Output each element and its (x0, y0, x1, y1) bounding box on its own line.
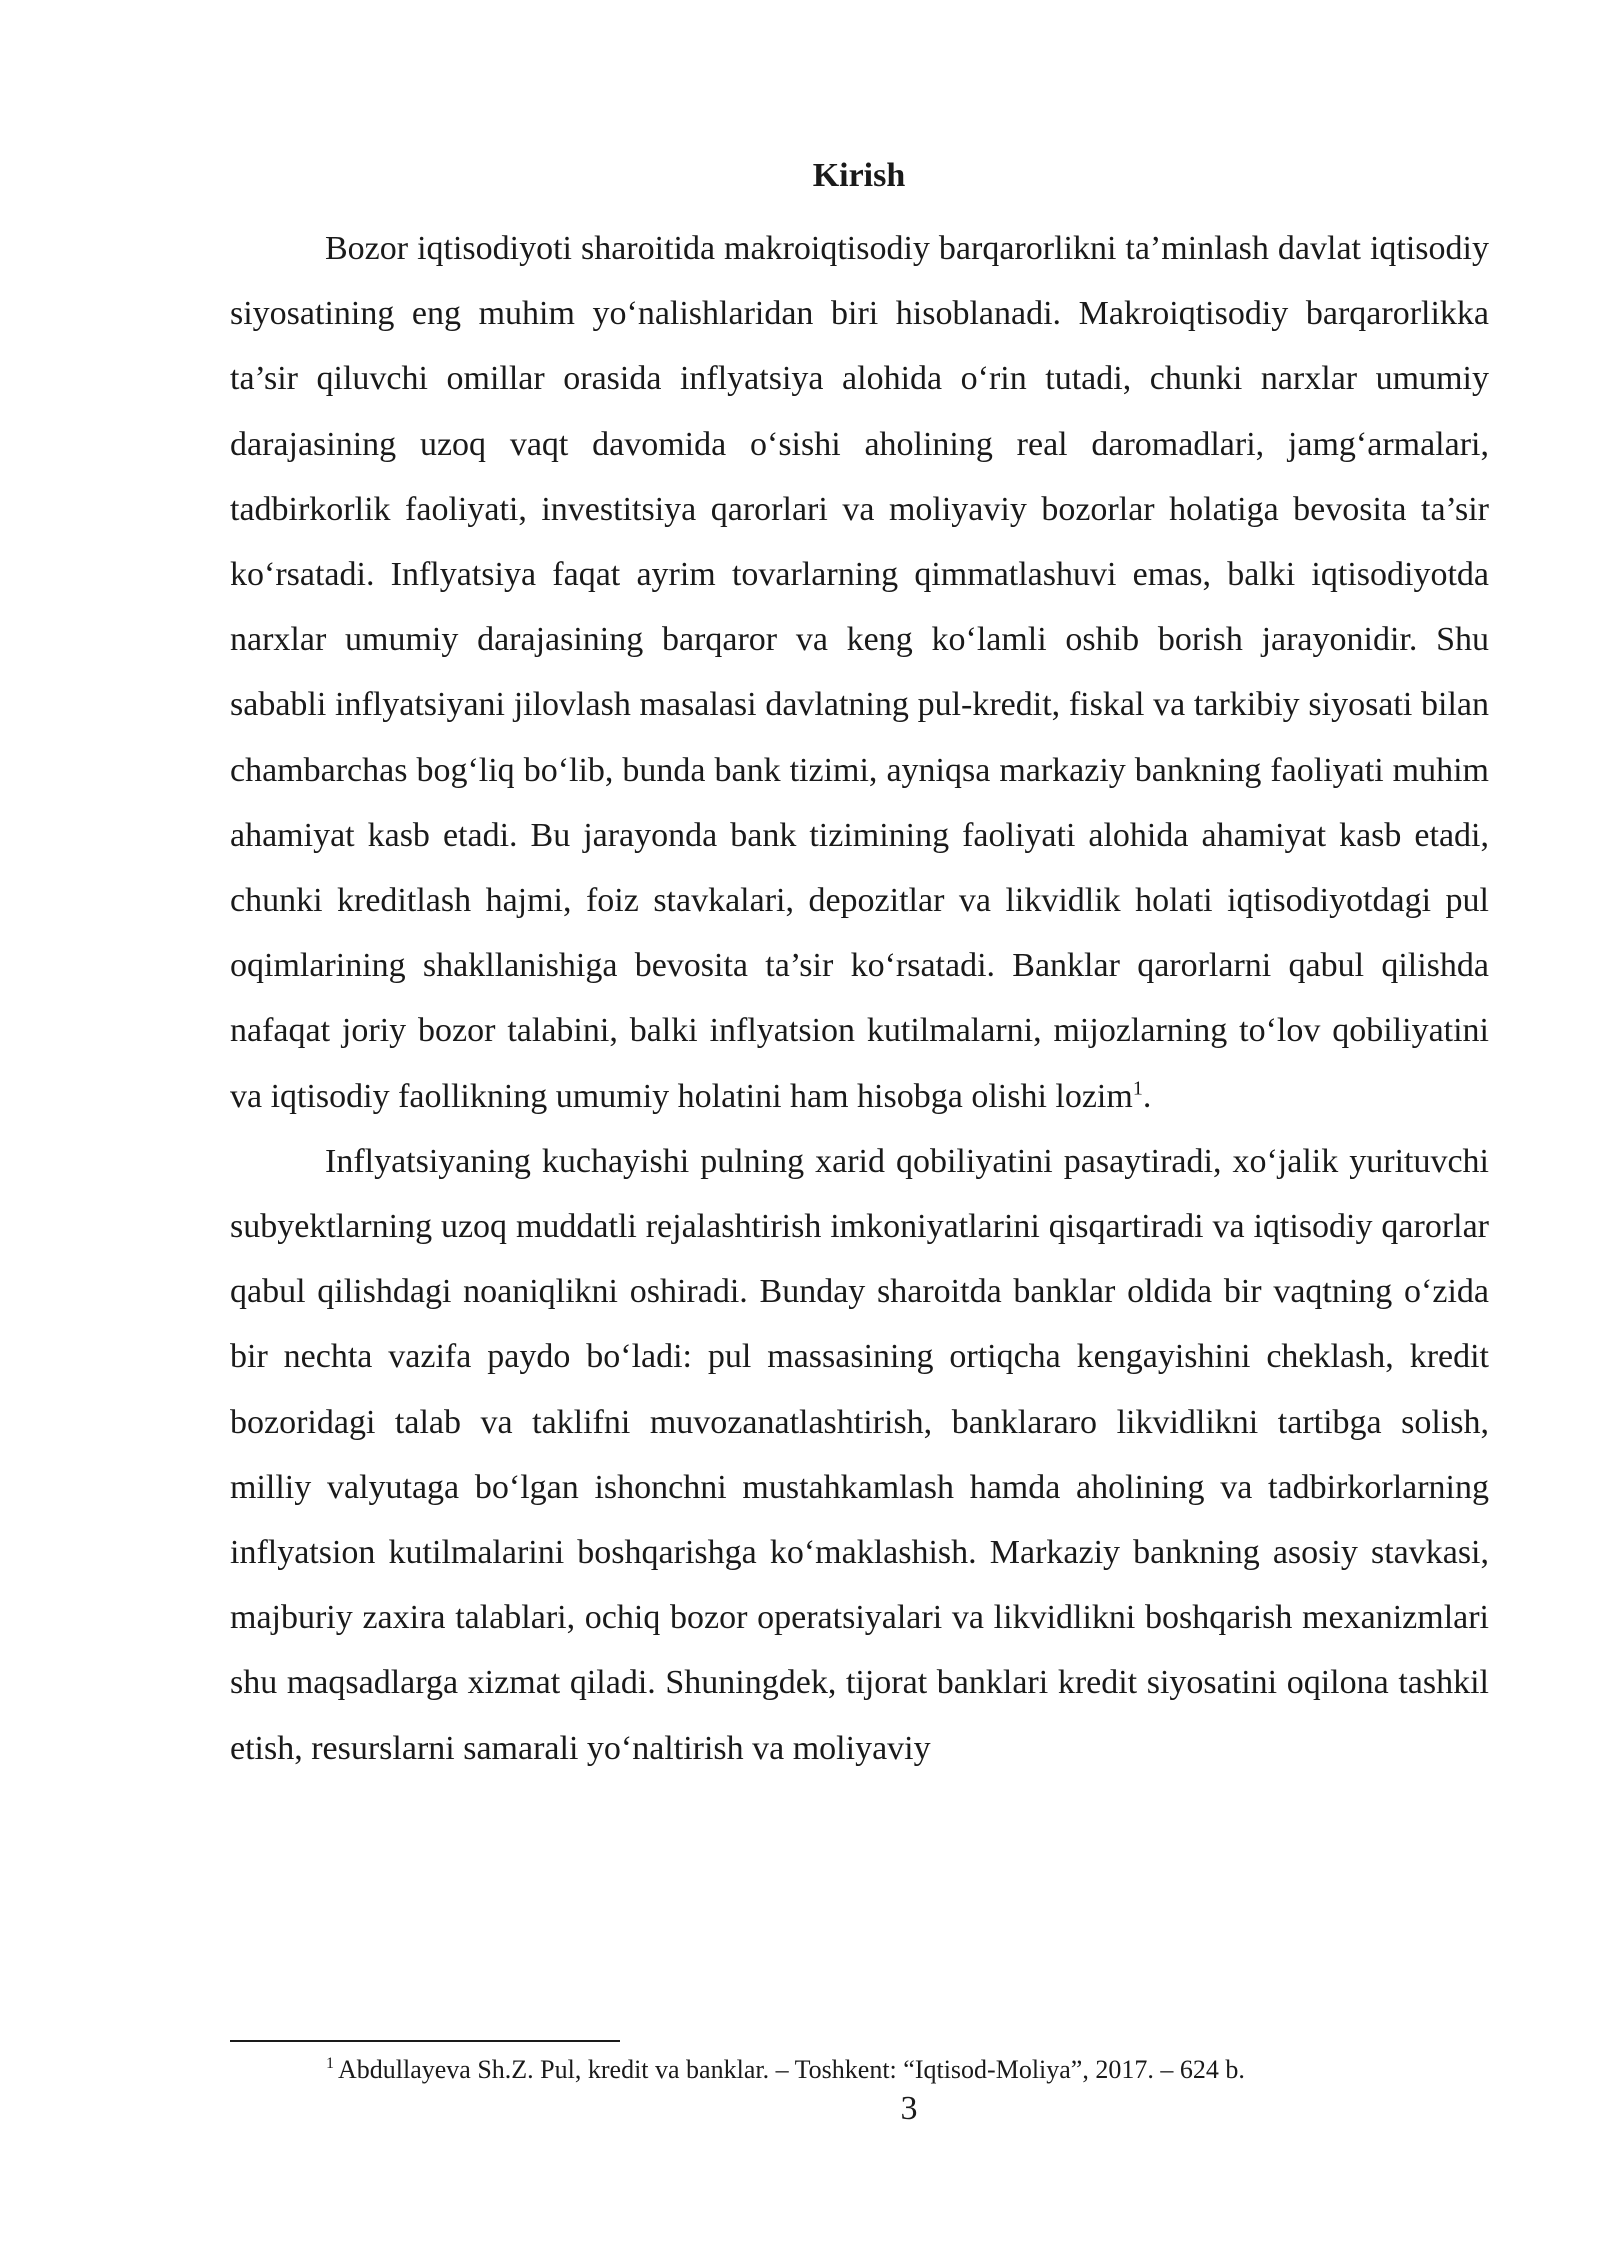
footnote-reference[interactable]: 1 (1132, 1077, 1143, 1100)
page-number: 3 (900, 2090, 918, 2127)
section-heading: Kirish (812, 157, 906, 194)
footnote-text: Abdullayeva Sh.Z. Pul, kredit va banklar. – Toshkent: “Iqtisod-Moliya”, 2017. – 624 b. (338, 2055, 1245, 2084)
footnote-mark: 1 (326, 2055, 334, 2073)
body-text (230, 216, 1489, 1781)
paragraph-1 (230, 216, 1489, 1129)
paragraph-1-ending: . (1142, 1077, 1152, 1115)
paragraph-2: Inflyatsiyaning kuchayishi pulning xarid qobiliyatini pasaytiradi, xo‘jalik yurituvchi subyektlarning uzoq muddatli rejalashtirish imkoniyatlarini qisqartiradi va iqtisodiy qarorlar qabul qilishdagi noaniqlikni oshiradi. Bunday sharoitda banklar oldida bir vaqtning o‘zida bir nechta vazifa paydo bo‘ladi: pul massasining ortiqcha kengayishini cheklash, kredit bozoridagi talab va taklifni muvozanatlashtirish, banklararo likvidlikni tartibga solish, milliy valyutaga bo‘lgan ishonchni mustahkamlash hamda aholining va tadbirkorlarning inflyatsion kutilmalarini boshqarishga ko‘maklashish. Markaziy bankning asosiy stavkasi, majburiy zaxira talablari, ochiq bozor operatsiyalari va likvidlikni boshqarish mexanizmlari shu maqsadlarga xizmat qiladi. Shuningdek, tijorat banklari kredit siyosatini oqilona tashkil etish, resurslarni samarali yo‘naltirish va moliyaviy (230, 1142, 1489, 1767)
footnote-separator (230, 2040, 620, 2042)
footnote (326, 2052, 1489, 2088)
paragraph-1-text: Bozor iqtisodiyoti sharoitida makroiqtisodiy barqarorlikni ta’minlash davlat iqtisodiy siyosatining eng muhim yo‘nalishlaridan biri hisoblanadi. Makroiqtisodiy barqarorlikka ta’sir qiluvchi omillar orasida inflyatsiya alohida o‘rin tutadi, chunki narxlar umumiy darajasining uzoq vaqt davomida o‘sishi aholining real daromadlari, jamg‘armalari, tadbirkorlik faoliyati, investitsiya qarorlari va moliyaviy bozorlar holatiga bevosita ta’sir ko‘rsatadi. Inflyatsiya faqat ayrim tovarlarning qimmatlashuvi emas, balki iqtisodiyotda narxlar umumiy darajasining barqaror va keng ko‘lamli oshib borish jarayonidir. Shu sababli inflyatsiyani jilovlash masalasi davlatning pul-kredit, fiskal va tarkibiy siyosati bilan chambarchas bog‘liq bo‘lib, bunda bank tizimi, ayniqsa markaziy bankning faoliyati muhim ahamiyat kasb etadi. Bu jarayonda bank tizimining faoliyati alohida ahamiyat kasb etadi, chunki kreditlash hajmi, foiz stavkalari, depozitlar va likvidlik holati iqtisodiyotdagi pul oqimlarining shakllanishiga bevosita ta’sir ko‘rsatadi. Banklar qarorlarni qabul qilishda nafaqat joriy bozor talabini, balki inflyatsion kutilmalarni, mijozlarning to‘lov qobiliyatini va iqtisodiy faollikning umumiy holatini ham hisobga olishi lozim (230, 230, 1489, 1115)
